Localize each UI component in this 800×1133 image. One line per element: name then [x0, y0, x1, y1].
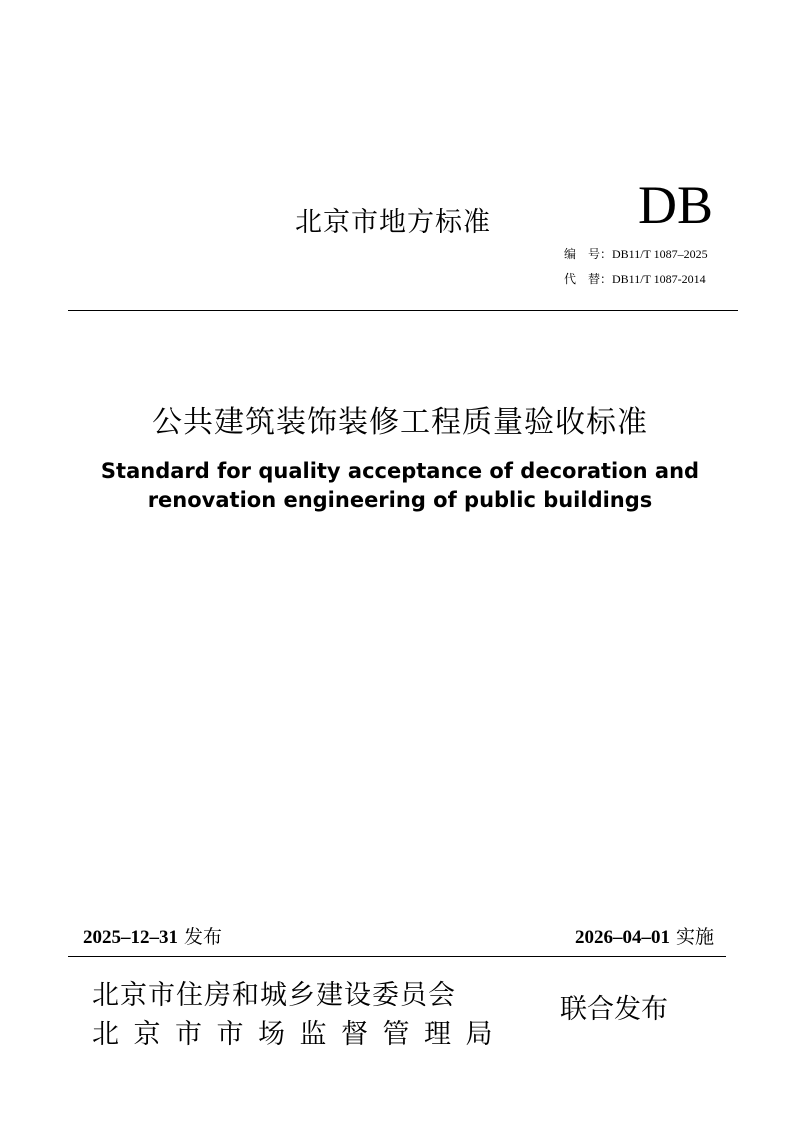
- issue-date-suffix: 发布: [184, 926, 223, 948]
- top-divider: [68, 310, 738, 311]
- issue-date: [83, 922, 222, 949]
- db-mark: DB: [638, 175, 714, 235]
- replaced-standard-number: 代 替：DB11/T 1087-2014: [564, 272, 706, 286]
- standard-type-label: 北京市地方标准: [295, 207, 491, 238]
- joint-release-label: 联合发布: [560, 994, 668, 1025]
- implementation-date: [575, 922, 714, 949]
- english-title-line-2: renovation engineering of public buildings: [147, 488, 653, 512]
- issue-date-value: 2025–12–31: [83, 927, 178, 948]
- implementation-date-suffix: 实施: [675, 926, 714, 948]
- issuer-housing-commission: 北京市住房和城乡建设委员会: [92, 980, 456, 1011]
- issuer-market-regulation: 北京市市场监督管理局: [92, 1019, 507, 1050]
- chinese-title: 公共建筑装饰装修工程质量验收标准: [152, 405, 648, 440]
- standard-number: 编 号：DB11/T 1087–2025: [564, 247, 708, 261]
- bottom-divider: [68, 956, 726, 957]
- english-title-line-1: Standard for quality acceptance of decoration and: [100, 459, 700, 483]
- implementation-date-value: 2026–04–01: [574, 927, 670, 948]
